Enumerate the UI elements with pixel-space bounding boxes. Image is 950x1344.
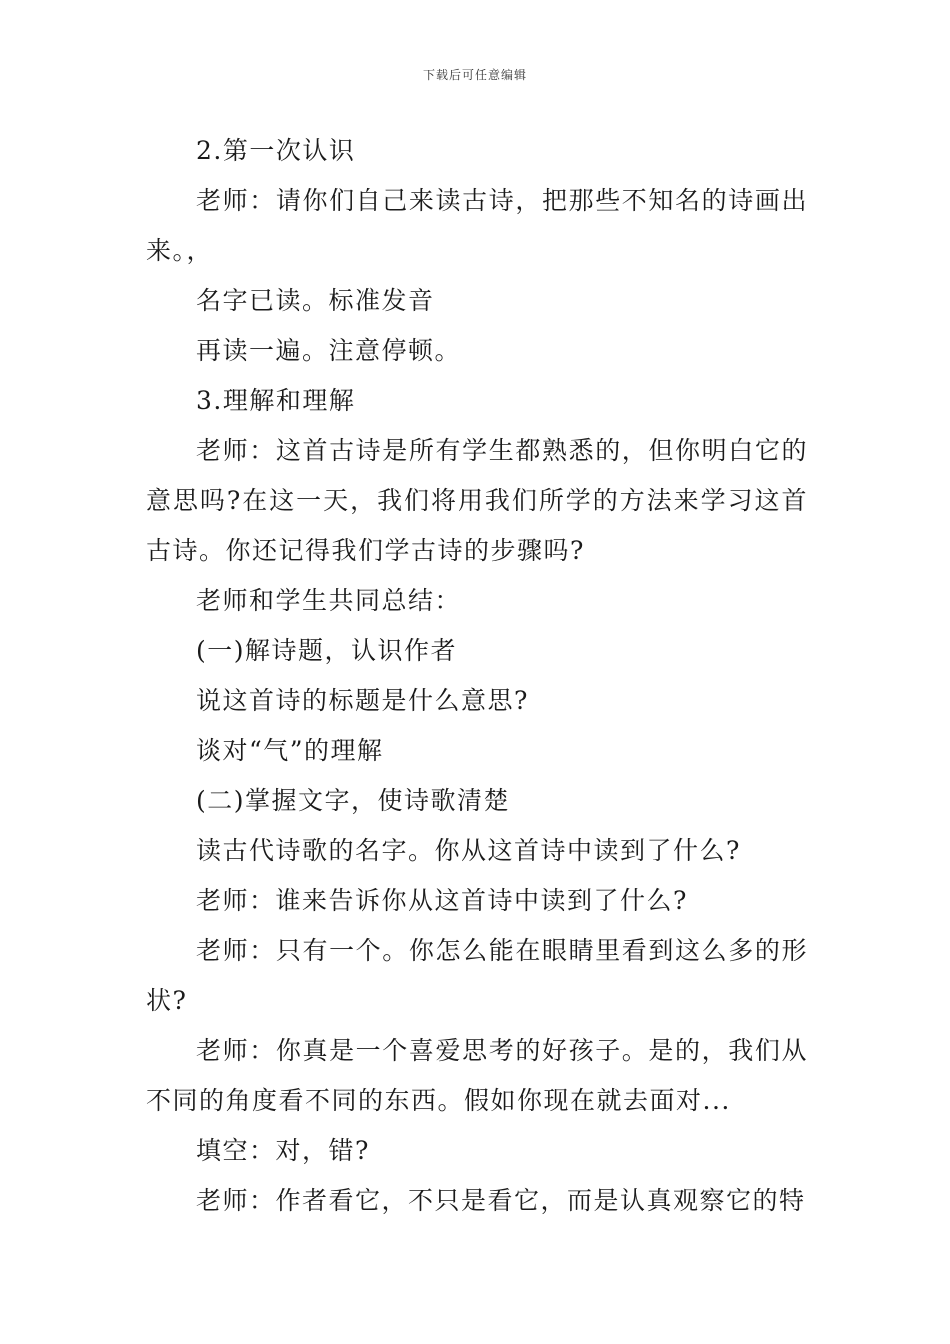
paragraph: 谈对“气”的理解 <box>196 736 384 765</box>
paragraph-subheading-1: (一)解诗题，认识作者 <box>196 636 458 665</box>
paragraph: 老师：你真是一个喜爱思考的好孩子。是的，我们从不同的角度看不同的东西。假如你现在就去面对... <box>146 1036 808 1115</box>
paragraph: 老师：只有一个。你怎么能在眼睛里看到这么多的形状? <box>146 936 808 1015</box>
paragraph: 老师：请你们自己来读古诗，把那些不知名的诗画出来。， <box>146 186 808 265</box>
paragraph: 再读一遍。注意停顿。 <box>196 336 462 365</box>
paragraph-section-heading-2: 2.第一次认识 <box>196 136 356 165</box>
paragraph: 说这首诗的标题是什么意思? <box>196 686 529 715</box>
paragraph: 名字已读。标准发音 <box>196 286 435 315</box>
paragraph: 读古代诗歌的名字。你从这首诗中读到了什么? <box>196 836 741 865</box>
paragraph: 老师：谁来告诉你从这首诗中读到了什么? <box>196 886 688 915</box>
paragraph-subheading-2: (二)掌握文字，使诗歌清楚 <box>196 786 511 815</box>
page-header: 下载后可任意编辑 <box>422 68 527 82</box>
paragraph: 老师：作者看它，不只是看它，而是认真观察它的特 <box>196 1186 806 1215</box>
paragraph: 老师和学生共同总结： <box>196 586 462 615</box>
paragraph-section-heading-3: 3.理解和理解 <box>196 386 356 415</box>
document-body <box>146 126 808 1226</box>
paragraph: 老师：这首古诗是所有学生都熟悉的，但你明白它的意思吗?在这一天，我们将用我们所学的方法来学习这首古诗。你还记得我们学古诗的步骤吗? <box>146 436 808 565</box>
paragraph: 填空：对，错? <box>196 1136 370 1165</box>
